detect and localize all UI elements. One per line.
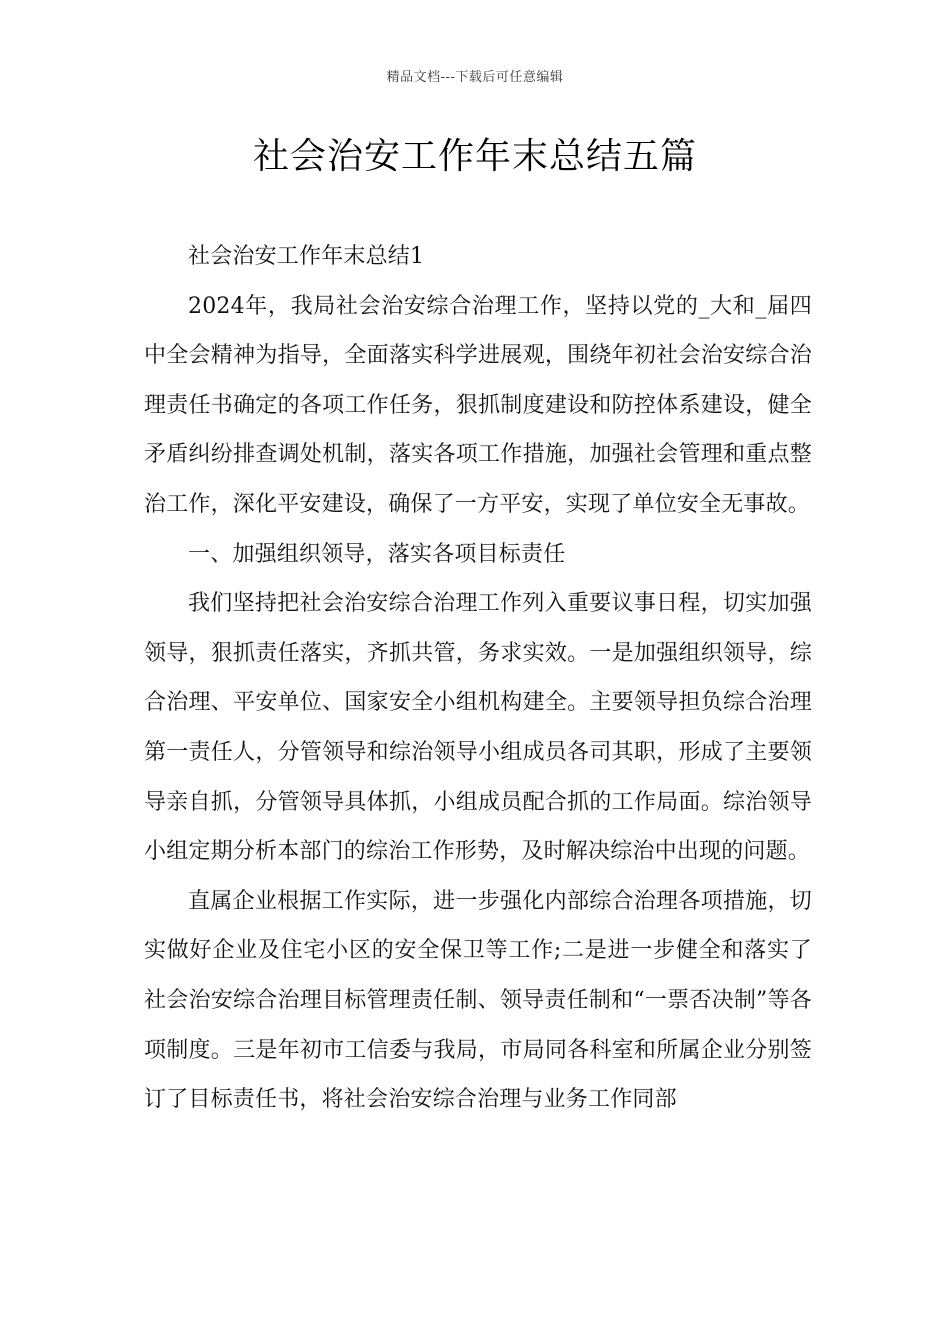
body-paragraph: 2024年，我局社会治安综合治理工作，坚持以党的_大和_届四中全会精神为指导，全面落实科学进展观，围绕年初社会治安综合治理责任书确定的各项工作任务，狠抓制度建设和防控体系建设，健全矛盾纠纷排查调处机制，落实各项工作措施，加强社会管理和重点整治工作，深化平安建设，确保了一方平安，实现了单位安全无事故。 [144,293,812,517]
section-heading: 社会治安工作年末总结1 [188,244,425,269]
document-title: 社会治安工作年末总结五篇 [252,136,697,177]
document-body [144,232,812,1125]
body-paragraph: 我们坚持把社会治安综合治理工作列入重要议事日程，切实加强领导，狠抓责任落实，齐抓共管，务求实效。一是加强组织领导，综合治理、平安单位、国家安全小组机构建全。主要领导担负综合治理第一责任人，分管领导和综治领导小组成员各司其职，形成了主要领导亲自抓，分管领导具体抓，小组成员配合抓的工作局面。综治领导小组定期分析本部门的综治工作形势，及时解决综治中出现的问题。 [144,591,812,865]
section-heading: 一、加强组织领导，落实各项目标责任 [188,541,566,567]
header-note: 精品文档---下载后可任意编辑 [386,70,564,85]
body-paragraph: 直属企业根据工作实际，进一步强化内部综合治理各项措施，切实做好企业及住宅小区的安全保卫等工作;二是进一步健全和落实了社会治安综合治理目标管理责任制、领导责任制和“一票否决制”等各项制度。三是年初市工信委与我局，市局同各科室和所属企业分别签订了目标责任书，将社会治安综合治理与业务工作同部 [144,888,812,1113]
